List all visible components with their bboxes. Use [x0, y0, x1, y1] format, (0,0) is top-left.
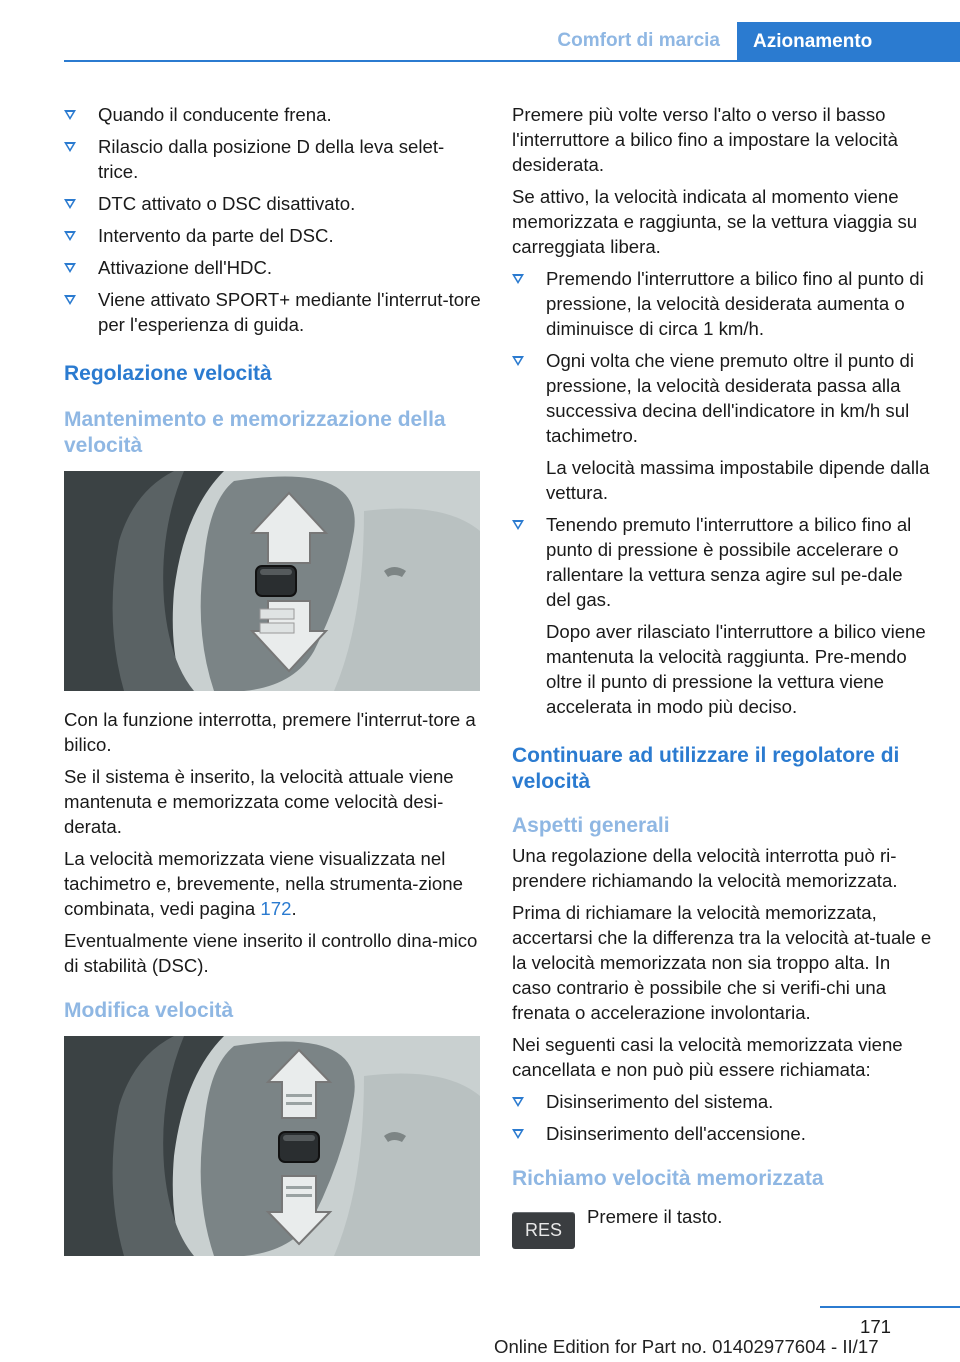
paragraph: La velocità memorizzata viene visualizzata nel tachimetro e, brevemente, nella strumenta-zione combinata, vedi pagina 172.: [64, 848, 463, 919]
list-item: Intervento da parte del DSC.: [64, 223, 481, 248]
steering-wheel-rocker-image: [64, 471, 480, 691]
list-item: Viene attivato SPORT+ mediante l'interrut-tore per l'esperienza di guida.: [64, 287, 481, 337]
paragraph: Prima di richiamare la velocità memorizzata, accertarsi che la differenza tra la velocità at-tuale e la velocità memorizzata non sia troppo alta. In caso contrario è possibile che si verifi-chi una frenata o accelerazione involontaria.: [512, 902, 932, 1023]
bullet-triangle-icon: [64, 295, 76, 305]
paragraph: Premere più volte verso l'alto o verso il basso l'interruttore a bilico fino a impostare la velocità desiderata.: [512, 104, 898, 175]
list-subparagraph: Dopo aver rilasciato l'interruttore a bilico viene mantenuta la velocità raggiunta. Pre-mendo oltre il punto di pressione la vettura viene accelerata in modo più deciso.: [546, 621, 926, 717]
heading-keep-store-speed: Mantenimento e memorizzazione della velocità: [64, 408, 446, 457]
list-item: Quando il conducente frena.: [64, 102, 481, 127]
header-tab: Azionamento: [737, 22, 960, 62]
page-link[interactable]: 172: [260, 898, 292, 919]
list-item: DTC attivato o DSC disattivato.: [64, 191, 481, 216]
list-item: Rilascio dalla posizione D della leva selet-trice.: [64, 134, 481, 184]
steering-wheel-rocker-image-2: [64, 1036, 480, 1256]
bullet-triangle-icon: [512, 1129, 524, 1139]
heading-recall-speed: Richiamo velocità memorizzata: [512, 1167, 824, 1190]
list-item: Premendo l'interruttore a bilico fino al punto di pressione, la velocità desiderata aumenta o diminuisce di circa 1 km/h.: [512, 266, 932, 341]
rocker-switch-illustration-2: [64, 1036, 480, 1256]
page-number: 171: [860, 1316, 892, 1337]
heading-general: Aspetti generali: [512, 814, 670, 837]
right-column: [512, 102, 932, 1244]
bullet-triangle-icon: [512, 356, 524, 366]
heading-continue-cruise: Continuare ad utilizzare il regolatore di velocità: [512, 744, 900, 793]
paragraph: Eventualmente viene inserito il controllo dina-mico di stabilità (DSC).: [64, 930, 478, 976]
footer-rule: [820, 1306, 960, 1308]
bullet-triangle-icon: [64, 142, 76, 152]
bullet-triangle-icon: [64, 263, 76, 273]
res-instruction: [512, 1204, 932, 1244]
bullet-triangle-icon: [64, 199, 76, 209]
list-item: Disinserimento del sistema.: [512, 1089, 932, 1114]
list-item: Tenendo premuto l'interruttore a bilico fino al punto di pressione è possibile accelerare o rallentare la vettura senza agire sul pe-dale del gas.: [512, 512, 932, 612]
list-item: Attivazione dell'HDC.: [64, 255, 481, 280]
paragraph: Con la funzione interrotta, premere l'interrut-tore a bilico.: [64, 709, 476, 755]
bullet-triangle-icon: [512, 520, 524, 530]
paragraph: Una regolazione della velocità interrotta può ri-prendere richiamando la velocità memorizzata.: [512, 845, 898, 891]
bullet-triangle-icon: [512, 274, 524, 284]
bullet-triangle-icon: [512, 1097, 524, 1107]
paragraph: Se il sistema è inserito, la velocità attuale viene mantenuta e memorizzata come velocità desi-derata.: [64, 766, 454, 837]
list-item: Ogni volta che viene premuto oltre il punto di pressione, la velocità desiderata passa alla successiva decina dell'indicatore in km/h sul tachimetro.: [512, 348, 932, 448]
res-button-icon: RES: [512, 1212, 575, 1249]
res-instruction-text: Premere il tasto.: [587, 1206, 723, 1227]
paragraph: Se attivo, la velocità indicata al momento viene memorizzata e raggiunta, se la vettura viaggia su carreggiata libera.: [512, 186, 918, 257]
header-rule: [64, 60, 960, 62]
bullet-triangle-icon: [64, 231, 76, 241]
list-item: Disinserimento dell'accensione.: [512, 1121, 932, 1146]
rocker-switch-illustration: [64, 471, 480, 691]
heading-modify-speed: Modifica velocità: [64, 999, 234, 1022]
page-header: [0, 0, 960, 62]
left-column: [64, 102, 481, 1272]
header-section: Comfort di marcia: [557, 30, 720, 51]
paragraph: Nei seguenti casi la velocità memorizzata viene cancellata e non può più essere richiamata:: [512, 1034, 903, 1080]
bullet-triangle-icon: [64, 110, 76, 120]
edition-note: Online Edition for Part no. 01402977604 - II/17: [494, 1336, 879, 1357]
heading-speed-regulation: Regolazione velocità: [64, 362, 272, 385]
list-subparagraph: La velocità massima impostabile dipende dalla vettura.: [546, 457, 930, 503]
